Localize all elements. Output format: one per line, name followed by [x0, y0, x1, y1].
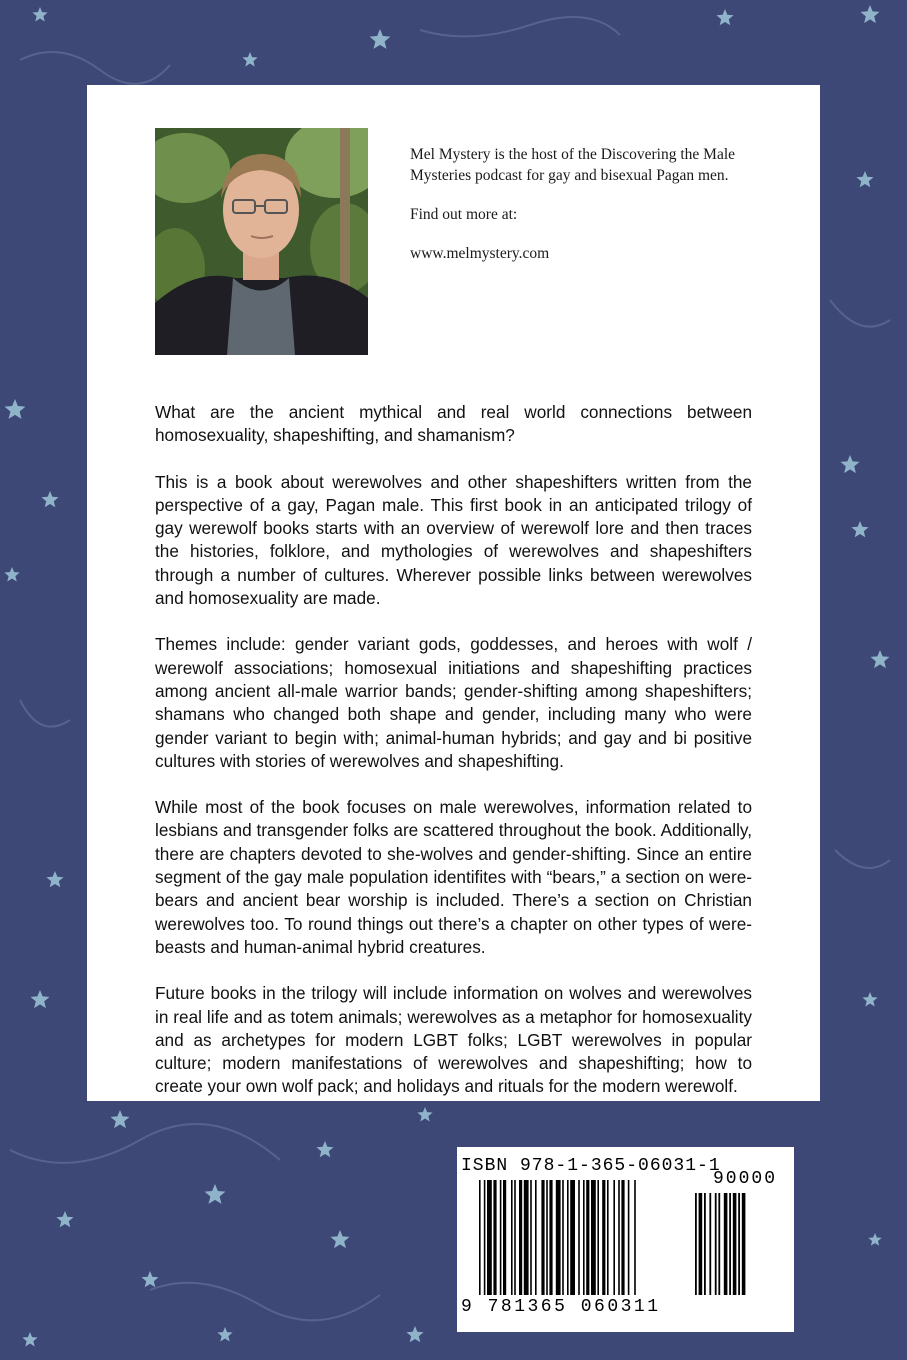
barcode-bar — [699, 1193, 703, 1295]
star-icon — [205, 1184, 226, 1204]
barcode-bar — [514, 1180, 516, 1295]
barcode-bar — [549, 1180, 552, 1295]
barcode-bar — [718, 1193, 720, 1295]
barcode-bar — [586, 1180, 589, 1295]
bio-text: Mel Mystery is the host of the Discovering the Male Mysteries podcast for gay and bisexual Pagan men. — [410, 146, 736, 184]
star-icon — [111, 1110, 130, 1128]
star-icon — [841, 455, 860, 473]
isbn-barcode — [457, 1147, 794, 1332]
star-icon — [861, 5, 880, 23]
barcode-bar — [618, 1180, 620, 1295]
author-website: www.melmystery.com — [410, 245, 550, 262]
star-icon — [217, 1327, 232, 1341]
barcode-bar — [591, 1180, 596, 1295]
barcode-bar — [484, 1180, 486, 1295]
blurb-paragraph: While most of the book focuses on male werewolves, information related to lesbians and transgender folks are scattered throughout the book. Additionally, there are chapters devoted to she-wolves and gender-shifting. Since an entire segment of the gay male population identifites with “bears,” a section on were-bears and ancient bear worship is included. There’s a section on Christian werewolves too. To round things out there’s a chapter on other types of were-beasts and human-animal hybrid creatures. — [155, 797, 752, 957]
star-icon — [4, 567, 19, 581]
barcode-bar — [535, 1180, 537, 1295]
star-icon — [46, 871, 63, 887]
star-icon — [331, 1230, 350, 1248]
barcode-bar — [709, 1193, 711, 1295]
barcode-bar — [479, 1180, 481, 1295]
barcode-bar — [578, 1180, 580, 1295]
barcode-bar — [613, 1180, 615, 1295]
barcode-bar — [530, 1180, 532, 1295]
barcode-bar — [742, 1193, 746, 1295]
ean-digits: 9 781365 060311 — [461, 1297, 661, 1317]
star-icon — [716, 9, 733, 25]
barcode-bar — [621, 1180, 624, 1295]
barcode-bar — [556, 1180, 561, 1295]
star-icon — [5, 399, 26, 419]
blurb-paragraph: Themes include: gender variant gods, goddesses, and heroes with wolf / werewolf associations; homosexual initiations and shapeshifting practices among ancient all-male warrior bands; gender-shifting among shapeshifters; shamans who changed both shape and gender, including many who were gender variant to begin with; animal-human hybrids; and gay and bi positive cultures with stories of werewolves and shapeshifting. — [155, 634, 752, 771]
star-icon — [856, 171, 873, 187]
barcode-bar — [503, 1180, 506, 1295]
price-code: 90000 — [713, 1169, 778, 1189]
star-icon — [406, 1326, 423, 1342]
barcode-bar — [500, 1180, 502, 1295]
star-icon — [41, 491, 58, 507]
isbn-number: ISBN 978-1-365-06031-1 — [461, 1156, 721, 1176]
blurb-paragraph: Future books in the trilogy will include information on wolves and werewolves in real life and as totem animals; werewolves as a metaphor for homosexuality and as archetypes for modern LGBT folks; LGBT werewolves in popular culture; modern manifestations of werewolves and shapeshifting; how to create your own wolf pack; and holidays and rituals for the modern werewolf. — [155, 983, 752, 1097]
star-icon — [56, 1211, 73, 1227]
barcode-bar — [546, 1180, 548, 1295]
barcode-bar — [607, 1180, 609, 1295]
author-bio — [410, 144, 780, 282]
barcode-bar — [597, 1180, 599, 1295]
barcode-bar — [519, 1180, 522, 1295]
star-icon — [851, 521, 868, 537]
star-icon — [32, 7, 47, 21]
barcode-bar — [704, 1193, 706, 1295]
barcode-bar — [738, 1193, 740, 1295]
blurb-paragraph: What are the ancient mythical and real world connections between homosexuality, shapeshifting, and shamanism? — [155, 402, 752, 446]
star-icon — [370, 29, 391, 49]
bio-find-out-more: Find out more at: — [410, 206, 518, 223]
author-portrait — [155, 128, 368, 355]
barcode-bar — [567, 1180, 569, 1295]
star-icon — [316, 1141, 333, 1157]
barcode-bar — [541, 1180, 544, 1295]
blurb-paragraph: This is a book about werewolves and other shapeshifters written from the perspective of a gay, Pagan male. This first book in an anticipated trilogy of gay werewolf books starts with an overview of werewolf lore and then traces the histories, folklore, and mythologies of werewolves and shapeshifters through a number of cultures. Wherever possible links between werewolves and homosexuality are made. — [155, 471, 752, 609]
barcode-bar — [628, 1180, 630, 1295]
book-blurb — [155, 401, 752, 1122]
barcode-bar — [562, 1180, 564, 1295]
star-icon — [862, 992, 877, 1006]
barcode-bar — [729, 1193, 731, 1295]
barcode-bar — [602, 1180, 605, 1295]
barcode-bar — [583, 1180, 585, 1295]
barcode-bar — [715, 1193, 717, 1295]
barcode-bar — [724, 1193, 728, 1295]
barcode-bar — [524, 1180, 529, 1295]
barcode-bar — [487, 1180, 492, 1295]
barcode-bar — [733, 1193, 737, 1295]
barcode-bar — [493, 1180, 496, 1295]
star-icon — [141, 1271, 158, 1287]
barcode-bar — [634, 1180, 636, 1295]
author-photo — [155, 128, 368, 355]
star-icon — [22, 1332, 37, 1346]
back-cover-panel — [87, 85, 820, 1101]
barcode-bar — [695, 1193, 697, 1295]
star-icon — [242, 52, 257, 66]
barcode-bar — [511, 1180, 513, 1295]
star-icon — [871, 650, 890, 668]
star-icon — [868, 1233, 881, 1246]
barcode-bar — [570, 1180, 575, 1295]
star-icon — [31, 990, 50, 1008]
